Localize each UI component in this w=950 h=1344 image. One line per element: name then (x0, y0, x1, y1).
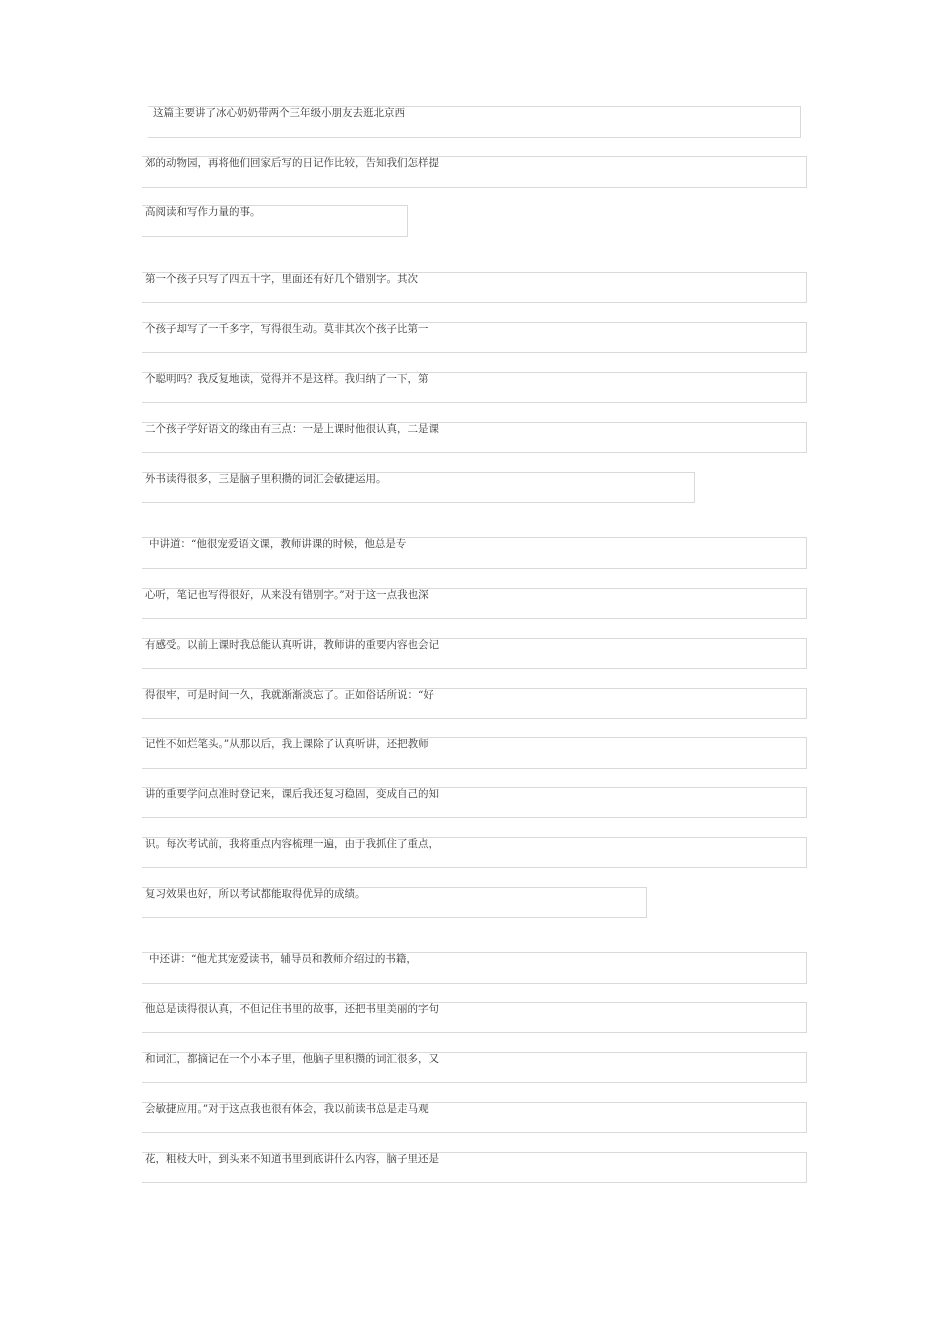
text-line: 他总是读得很认真，不但记住书里的故事，还把书里美丽的字句 (145, 1003, 439, 1015)
text-line: 会敏捷应用。”对于这点我也很有体会，我以前读书总是走马观 (145, 1103, 429, 1115)
text-line: 第一个孩子只写了四五十字，里面还有好几个错别字。其次 (145, 273, 418, 285)
text-line: 中还讲：“他尤其宠爱读书，辅导员和教师介绍过的书籍， (149, 953, 417, 965)
text-line: 二个孩子学好语文的缘由有三点：一是上课时他很认真，二是课 (145, 423, 439, 435)
text-line: 中讲道：“他很宠爱语文课，教师讲课的时候，他总是专 (149, 538, 407, 550)
text-line: 郊的动物园，再将他们回家后写的日记作比较，告知我们怎样提 (145, 157, 439, 169)
text-line: 个孩子却写了一千多字，写得很生动。莫非其次个孩子比第一 (145, 323, 429, 335)
text-line: 外书读得很多，三是脑子里积攒的词汇会敏捷运用。 (145, 473, 387, 485)
text-line: 这篇主要讲了冰心奶奶带两个三年级小朋友去逛北京西 (153, 107, 405, 119)
text-line: 识。每次考试前，我将重点内容梳理一遍，由于我抓住了重点， (145, 838, 439, 850)
text-line: 花，粗枝大叶，到头来不知道书里到底讲什么内容，脑子里还是 (145, 1153, 439, 1165)
text-line: 得很牢，可是时间一久，我就渐渐淡忘了。正如俗话所说：“好 (145, 689, 434, 701)
text-line: 复习效果也好，所以考试都能取得优异的成绩。 (145, 888, 366, 900)
text-line: 心听，笔记也写得很好，从来没有错别字。”对于这一点我也深 (145, 589, 429, 601)
text-line: 高阅读和写作力量的事。 (145, 206, 261, 218)
text-line: 记性不如烂笔头。”从那以后，我上课除了认真听讲，还把教师 (145, 738, 429, 750)
text-line: 个聪明吗？我反复地读，觉得并不是这样。我归纳了一下，第 (145, 373, 429, 385)
text-line: 讲的重要学问点准时登记来，课后我还复习稳固，变成自己的知 (145, 788, 439, 800)
text-line: 和词汇，都摘记在一个小本子里，他脑子里积攒的词汇很多，又 (145, 1053, 439, 1065)
text-line: 有感受。以前上课时我总能认真听讲，教师讲的重要内容也会记 (145, 639, 439, 651)
